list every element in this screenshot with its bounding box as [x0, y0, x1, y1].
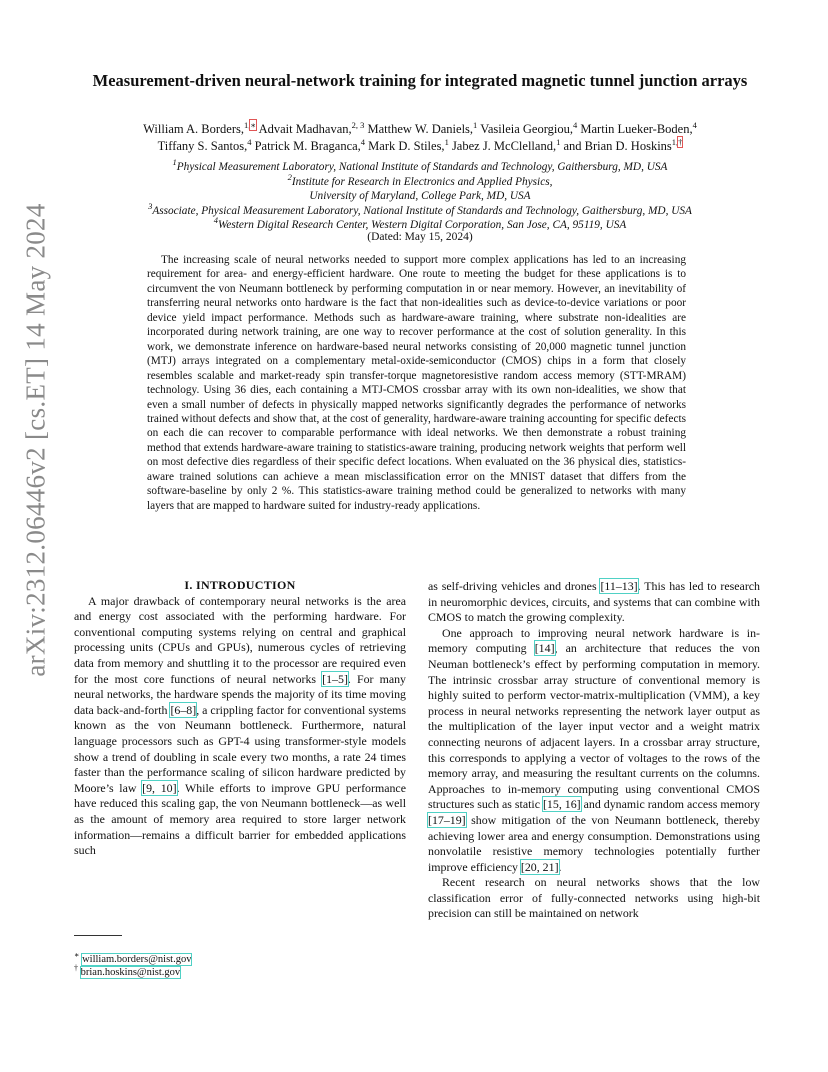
email-link[interactable]: brian.hoskins@nist.gov [80, 967, 181, 978]
footnotes [74, 950, 192, 979]
email-link[interactable]: william.borders@nist.gov [82, 954, 192, 965]
footnote: † brian.hoskins@nist.gov [74, 963, 181, 978]
citation-link[interactable]: [9, 10] [142, 780, 177, 795]
citation-link[interactable]: [17–19] [428, 812, 466, 827]
arxiv-stamp [14, 140, 58, 740]
left-column [74, 578, 406, 859]
affiliation: $^4$Western Digital Research Center, Western Digital Corporation, San Jose, CA, 95119, USA [213, 215, 627, 231]
author-list [70, 121, 770, 155]
right-column [428, 579, 760, 922]
citation-link[interactable]: [1–5] [322, 671, 348, 686]
author-line-2: Tiffany S. Santos,$^4$ Patrick M. Braganca,$^4$ Mark D. Stiles,$^1$ Jabez J. McClelland,$^1$ and Brian D. Hoskins$^{1,\dagger}$ [157, 136, 683, 153]
footnote-link-star[interactable]: ∗ [250, 119, 257, 130]
affiliation: University of Maryland, College Park, MD, USA [309, 190, 531, 202]
citation-link[interactable]: [11–13] [600, 579, 638, 593]
paragraph: as self-driving vehicles and drones [11–13]. This has led to research in neuromorphic devices, circuits, and systems that can combine with CMOS to match the growing complexity. [428, 579, 760, 625]
paragraph: Recent research on neural networks shows that the low classification error of fully-connected networks using high-bit precision can still be maintained on network [428, 875, 760, 921]
date-line: (Dated: May 15, 2024) [367, 231, 473, 243]
author-line-1: William A. Borders,$^{1,∗}$ Advait Madhavan,$^{2, 3}$ Matthew W. Daniels,$^1$ Vasileia Georgiou,$^4$ Martin Lueker-Boden,$^4$ [143, 119, 697, 136]
affiliation: $^2$Institute for Research in Electronics and Applied Physics, [287, 171, 553, 188]
citation-link[interactable]: [14] [534, 641, 555, 656]
paragraph: One approach to improving neural network hardware is in-memory computing [14], an architecture that reduces the von Neuman bottleneck’s effect by performing computation in memory. The intrinsic crossbar array structure of conventional memory is highly suited to perform vector-matrix-multiplication (VMM), a key process in neural networks representing the network layer output as the multiplication of the layer input vector and a weight matrix connecting neurons of adjacent layers. In a crossbar array structure, this corresponds to applying a vector of voltages to the rows of the memory array, and measuring the resultant currents on the columns. Approaches to in-memory computing using conventional CMOS structures such as static [15, 16] and dynamic random access memory [17–19] show mitigation of the von Neumann bottleneck, thereby achieving lower area and energy consumption. Demonstrations using nonvolatile resistive memory technologies potentially further improve efficiency [20, 21]. [428, 625, 760, 874]
footnote-link-dagger[interactable]: † [678, 136, 683, 147]
abstract: The increasing scale of neural networks needed to support more complex applications has led to an increasing requirement for area- and energy-efficient hardware. One route to meeting the budget for these applications is to circumvent the von Neumann bottleneck by performing computation in or near memory. However, an inevitability of transferring neural networks onto hardware is the fact that non-idealities such as device-to-device variations or poor device yield impact performance. Methods such as hardware-aware training, where substrate non-idealities are incorporated during network training, are one way to recover performance at the cost of solution generality. In this work, we demonstrate inference on hardware-based neural networks consisting of 20,000 magnetic tunnel junction (MTJ) arrays integrated on a complementary metal-oxide-semiconductor (CMOS) chips in a form that closely resembles scalable and market-ready spin transfer-torque magnetoresistive random access memory (STT-MRAM) technology. Using 36 dies, each containing a MTJ-CMOS crossbar array with its own non-idealities, we show that even a small number of defects in physically mapped networks significantly degrades the performance of networks trained without defects and show that, at the cost of generality, hardware-aware training accounting for specific defects on each die can recover to comparable performance with ideal networks. We then demonstrate a robust training method that extends hardware-aware training to statistics-aware training, producing network weights that perform well on most defective dies regardless of their specific defect locations. When evaluated on the 36 physical dies, statistics-aware trained solutions can achieve a mean misclassification error on the MNIST dataset that differs from the software-baseline by only 2 %. This statistics-aware training method could be generalized to networks with many layers that are mapped to hardware suited for industry-ready applications. [147, 254, 686, 512]
section-heading: I. INTRODUCTION [184, 578, 296, 592]
affiliations [70, 157, 770, 233]
footnote-rule [74, 935, 122, 936]
arxiv-id: arXiv:2312.06446v2 [cs.ET] 14 May 2024 [20, 203, 51, 677]
citation-link[interactable]: [15, 16] [542, 797, 581, 812]
citation-link[interactable]: [20, 21] [520, 859, 559, 874]
affiliation: $^3$Associate, Physical Measurement Laboratory, National Institute of Standards and Technology, Gaithersburg, MD, USA [148, 200, 692, 217]
citation-link[interactable]: [6–8] [170, 702, 197, 717]
footnote: ∗ william.borders@nist.gov [74, 950, 192, 965]
affiliation: $^1$Physical Measurement Laboratory, National Institute of Standards and Technology, Gaithersburg, MD, USA [172, 157, 668, 173]
paragraph: A major drawback of contemporary neural networks is the area and energy cost associated with the performing hardware. For conventional computing systems relying on central and graphical processing units (CPUs and GPUs), numerous cycles of retrieving data from memory and shuttling it to the processor are required even for the most core functions of neural networks [1–5]. For many neural networks, the hardware spends the majority of its time moving data back-and-forth [6–8], a crippling factor for conventional systems known as the von Neumann bottleneck. Furthermore, natural language processors such as GPT-4 using transformer-style models show a trend of doubling in scale every two months, a rate 24 times faster than the performance scaling of silicon hardware predicted by Moore’s law [9, 10]. While efforts to improve GPU performance have reduced this scaling gap, the von Neumann bottleneck—as well as the amount of memory area required to store larger network information—remains a difficult barrier for embedded applications such [74, 593, 407, 858]
paper-title: Measurement-driven neural-network training for integrated magnetic tunnel junction arrays [92, 71, 748, 90]
